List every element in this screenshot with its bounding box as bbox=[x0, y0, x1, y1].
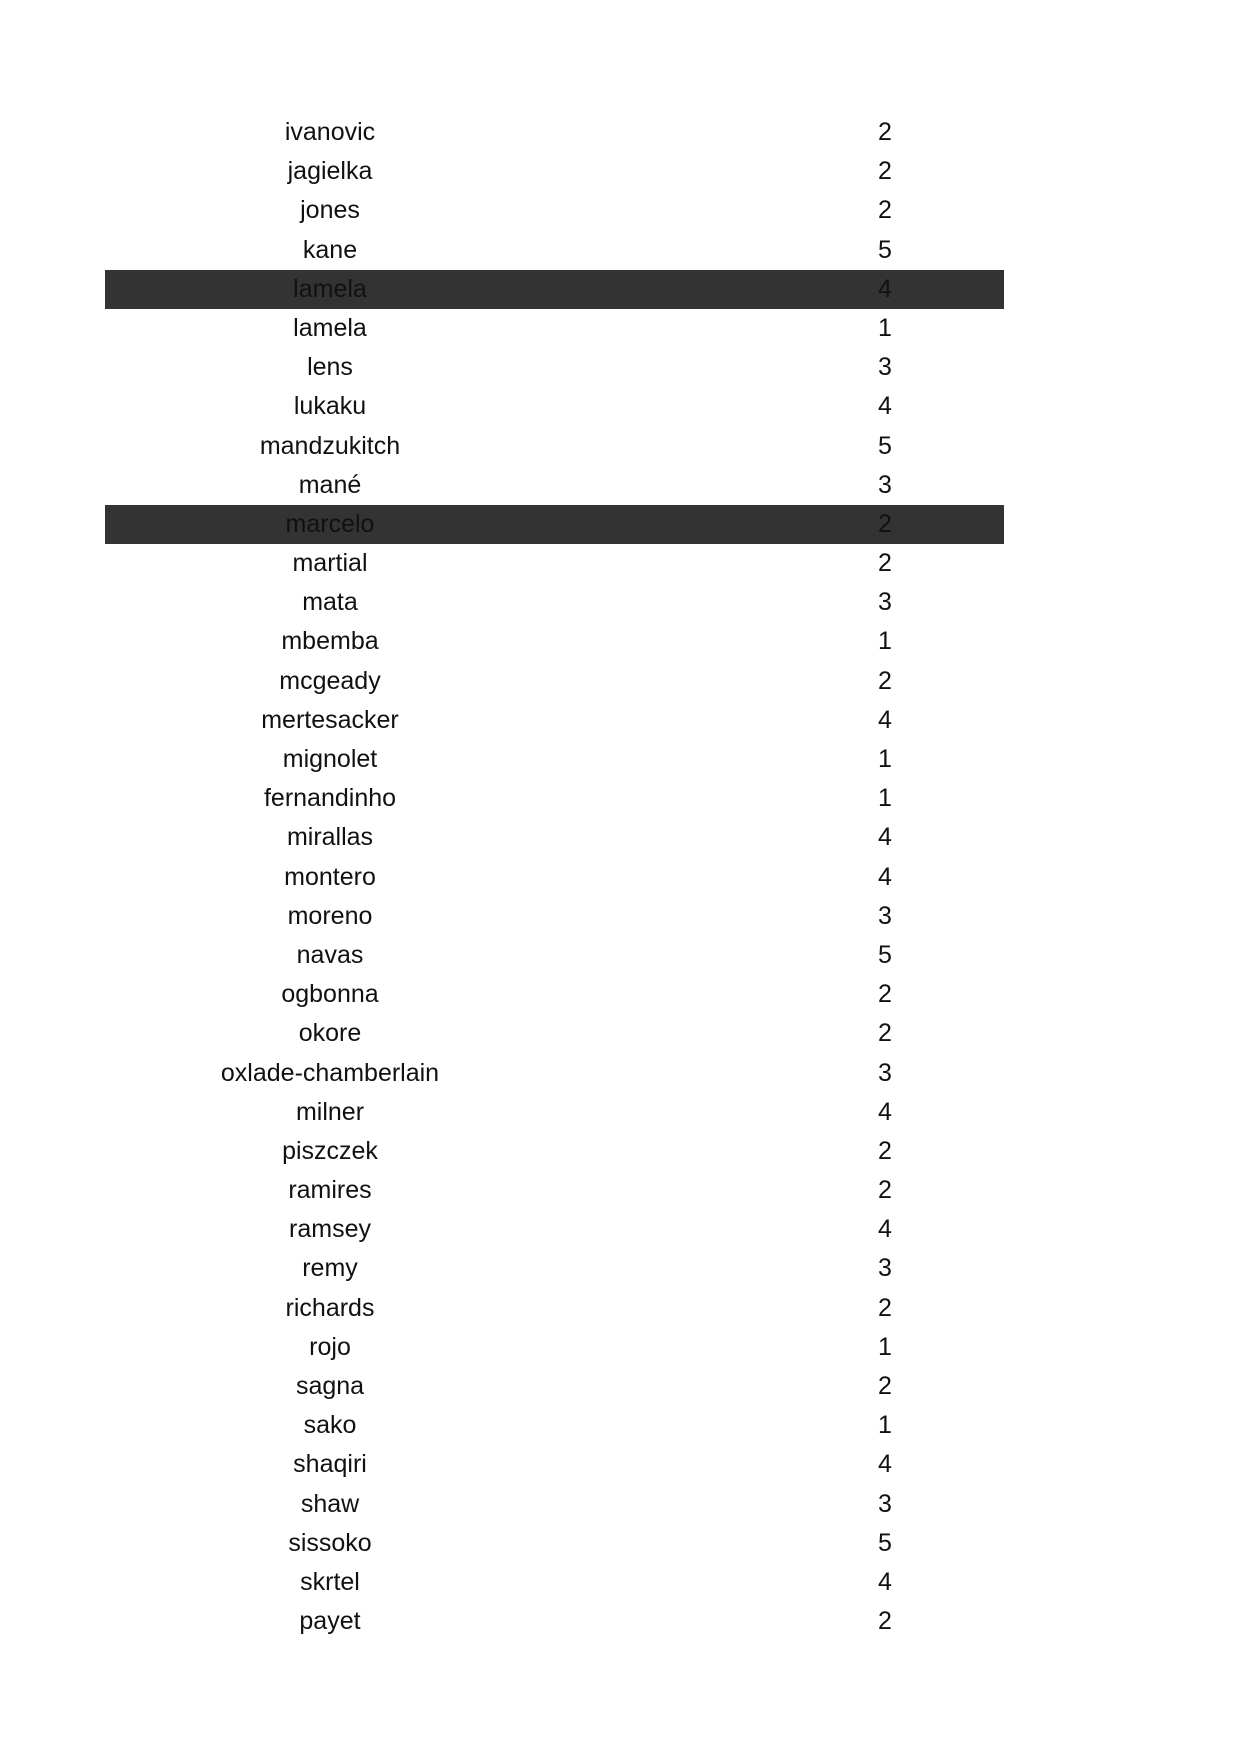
player-name-cell[interactable]: jagielka bbox=[287, 157, 373, 186]
player-name-cell[interactable]: ramsey bbox=[289, 1215, 371, 1244]
player-name-cell[interactable]: piszczek bbox=[282, 1136, 378, 1165]
player-name-cell[interactable]: moreno bbox=[287, 901, 373, 930]
table-row[interactable] bbox=[105, 427, 1004, 466]
player-value-cell[interactable]: 2 bbox=[878, 1176, 892, 1205]
player-name-cell[interactable]: navas bbox=[296, 940, 364, 969]
player-name-cell[interactable]: lamela bbox=[293, 313, 367, 342]
table-row[interactable] bbox=[105, 231, 1004, 270]
player-value-cell[interactable]: 4 bbox=[878, 392, 892, 421]
table-row[interactable] bbox=[105, 662, 1004, 701]
player-value-cell[interactable]: 5 bbox=[878, 940, 892, 969]
player-value-cell[interactable]: 2 bbox=[878, 118, 892, 146]
player-value-cell[interactable]: 4 bbox=[878, 862, 892, 891]
player-table bbox=[105, 113, 1004, 1641]
player-value-cell[interactable]: 2 bbox=[878, 549, 892, 578]
player-name-cell[interactable]: lukaku bbox=[293, 392, 367, 421]
table-row[interactable] bbox=[105, 701, 1004, 740]
table-row[interactable] bbox=[105, 622, 1004, 661]
table-row[interactable] bbox=[105, 152, 1004, 191]
table-row[interactable] bbox=[105, 1367, 1004, 1406]
player-name-cell[interactable]: skrtel bbox=[300, 1567, 360, 1596]
table-row[interactable] bbox=[105, 191, 1004, 230]
table-row[interactable] bbox=[105, 818, 1004, 857]
table-row[interactable] bbox=[105, 858, 1004, 897]
table-row[interactable] bbox=[105, 1328, 1004, 1367]
player-value-cell[interactable]: 2 bbox=[878, 980, 892, 1009]
player-value-cell[interactable]: 2 bbox=[878, 666, 892, 695]
player-value-cell[interactable]: 1 bbox=[878, 784, 892, 813]
player-name-cell[interactable]: martial bbox=[292, 549, 368, 578]
player-value-cell[interactable]: 3 bbox=[878, 1489, 892, 1518]
table-row[interactable] bbox=[105, 936, 1004, 975]
player-value-cell[interactable]: 3 bbox=[878, 470, 892, 499]
table-row[interactable] bbox=[105, 1524, 1004, 1563]
player-name-cell[interactable]: sissoko bbox=[288, 1528, 372, 1557]
player-value-cell[interactable]: 3 bbox=[878, 901, 892, 930]
player-value-cell[interactable]: 4 bbox=[878, 274, 892, 303]
table-row[interactable] bbox=[105, 1249, 1004, 1288]
player-name-cell[interactable]: montero bbox=[284, 862, 376, 891]
player-name-cell[interactable]: oxlade-chamberlain bbox=[220, 1058, 440, 1087]
player-value-cell[interactable]: 2 bbox=[878, 1293, 892, 1322]
player-name-cell[interactable]: remy bbox=[302, 1254, 358, 1283]
player-name-cell[interactable]: marcelo bbox=[285, 509, 375, 538]
player-value-cell[interactable]: 2 bbox=[878, 196, 892, 225]
player-value-cell[interactable]: 2 bbox=[878, 1019, 892, 1048]
player-name-cell[interactable]: shaqiri bbox=[293, 1450, 367, 1479]
player-name-cell[interactable]: mcgeady bbox=[279, 666, 381, 695]
player-name-cell[interactable]: richards bbox=[285, 1293, 375, 1322]
table-row[interactable] bbox=[105, 1132, 1004, 1171]
player-value-cell[interactable]: 2 bbox=[878, 157, 892, 186]
player-value-cell[interactable]: 2 bbox=[878, 509, 892, 538]
table-row[interactable] bbox=[105, 113, 1004, 152]
table-row[interactable] bbox=[105, 1210, 1004, 1249]
table-row[interactable] bbox=[105, 466, 1004, 505]
player-name-cell[interactable]: kane bbox=[302, 235, 358, 264]
player-name-cell[interactable]: lens bbox=[307, 353, 353, 382]
player-name-cell[interactable]: sagna bbox=[295, 1372, 365, 1400]
player-name-cell[interactable]: ogbonna bbox=[281, 980, 379, 1009]
player-value-cell[interactable]: 2 bbox=[878, 1136, 892, 1165]
table-row[interactable] bbox=[105, 1289, 1004, 1328]
player-name-cell[interactable]: okore bbox=[298, 1019, 362, 1048]
player-value-cell[interactable]: 4 bbox=[878, 1097, 892, 1126]
player-value-cell[interactable]: 1 bbox=[878, 1411, 892, 1440]
table-row[interactable] bbox=[105, 544, 1004, 583]
table-row[interactable] bbox=[105, 740, 1004, 779]
player-name-cell[interactable]: ivanovic bbox=[284, 118, 376, 146]
player-name-cell[interactable]: mignolet bbox=[282, 745, 378, 773]
player-name-cell[interactable]: mertesacker bbox=[261, 705, 399, 734]
player-name-cell[interactable]: fernandinho bbox=[263, 784, 397, 813]
table-row[interactable] bbox=[105, 1445, 1004, 1484]
player-value-cell[interactable]: 5 bbox=[878, 431, 892, 460]
table-row[interactable] bbox=[105, 897, 1004, 936]
table-row[interactable] bbox=[105, 779, 1004, 818]
player-name-cell[interactable]: mirallas bbox=[286, 823, 374, 852]
player-name-cell[interactable]: payet bbox=[299, 1607, 361, 1636]
table-row[interactable] bbox=[105, 1602, 1004, 1641]
player-value-cell[interactable]: 3 bbox=[878, 1058, 892, 1087]
player-value-cell[interactable]: 1 bbox=[878, 745, 892, 773]
player-value-cell[interactable]: 1 bbox=[878, 313, 892, 342]
player-value-cell[interactable]: 4 bbox=[878, 1567, 892, 1596]
player-value-cell[interactable]: 5 bbox=[878, 235, 892, 264]
player-name-cell[interactable]: jones bbox=[300, 196, 360, 225]
table-row[interactable] bbox=[105, 348, 1004, 387]
player-value-cell[interactable]: 4 bbox=[878, 1215, 892, 1244]
table-row[interactable] bbox=[105, 1093, 1004, 1132]
player-name-cell[interactable]: milner bbox=[295, 1097, 365, 1126]
table-row[interactable] bbox=[105, 1171, 1004, 1210]
player-value-cell[interactable]: 3 bbox=[878, 588, 892, 617]
player-name-cell[interactable]: rojo bbox=[309, 1332, 351, 1361]
table-row[interactable] bbox=[105, 387, 1004, 426]
player-name-cell[interactable]: mandzukitch bbox=[259, 431, 401, 460]
player-value-cell[interactable]: 4 bbox=[878, 823, 892, 852]
player-value-cell[interactable]: 1 bbox=[878, 627, 892, 656]
table-row[interactable] bbox=[105, 1406, 1004, 1445]
table-row-highlighted[interactable] bbox=[105, 505, 1004, 544]
table-row[interactable] bbox=[105, 583, 1004, 622]
player-value-cell[interactable]: 4 bbox=[878, 1450, 892, 1479]
player-name-cell[interactable]: ramires bbox=[288, 1176, 372, 1205]
player-name-cell[interactable]: mané bbox=[298, 470, 362, 499]
player-value-cell[interactable]: 3 bbox=[878, 353, 892, 382]
table-row[interactable] bbox=[105, 1014, 1004, 1053]
player-name-cell[interactable]: shaw bbox=[300, 1489, 360, 1518]
player-value-cell[interactable]: 1 bbox=[878, 1332, 892, 1361]
player-name-cell[interactable]: sako bbox=[303, 1411, 357, 1440]
player-value-cell[interactable]: 2 bbox=[878, 1607, 892, 1636]
player-value-cell[interactable]: 3 bbox=[878, 1254, 892, 1283]
table-row[interactable] bbox=[105, 1054, 1004, 1093]
table-row[interactable] bbox=[105, 1485, 1004, 1524]
table-row[interactable] bbox=[105, 1563, 1004, 1602]
table-row[interactable] bbox=[105, 309, 1004, 348]
player-value-cell[interactable]: 4 bbox=[878, 705, 892, 734]
player-value-cell[interactable]: 2 bbox=[878, 1372, 892, 1400]
table-row[interactable] bbox=[105, 975, 1004, 1014]
player-name-cell[interactable]: lamela bbox=[293, 274, 367, 303]
player-name-cell[interactable]: mbemba bbox=[281, 627, 379, 656]
player-name-cell[interactable]: mata bbox=[302, 588, 358, 617]
player-value-cell[interactable]: 5 bbox=[878, 1528, 892, 1557]
table-row-highlighted[interactable] bbox=[105, 270, 1004, 309]
